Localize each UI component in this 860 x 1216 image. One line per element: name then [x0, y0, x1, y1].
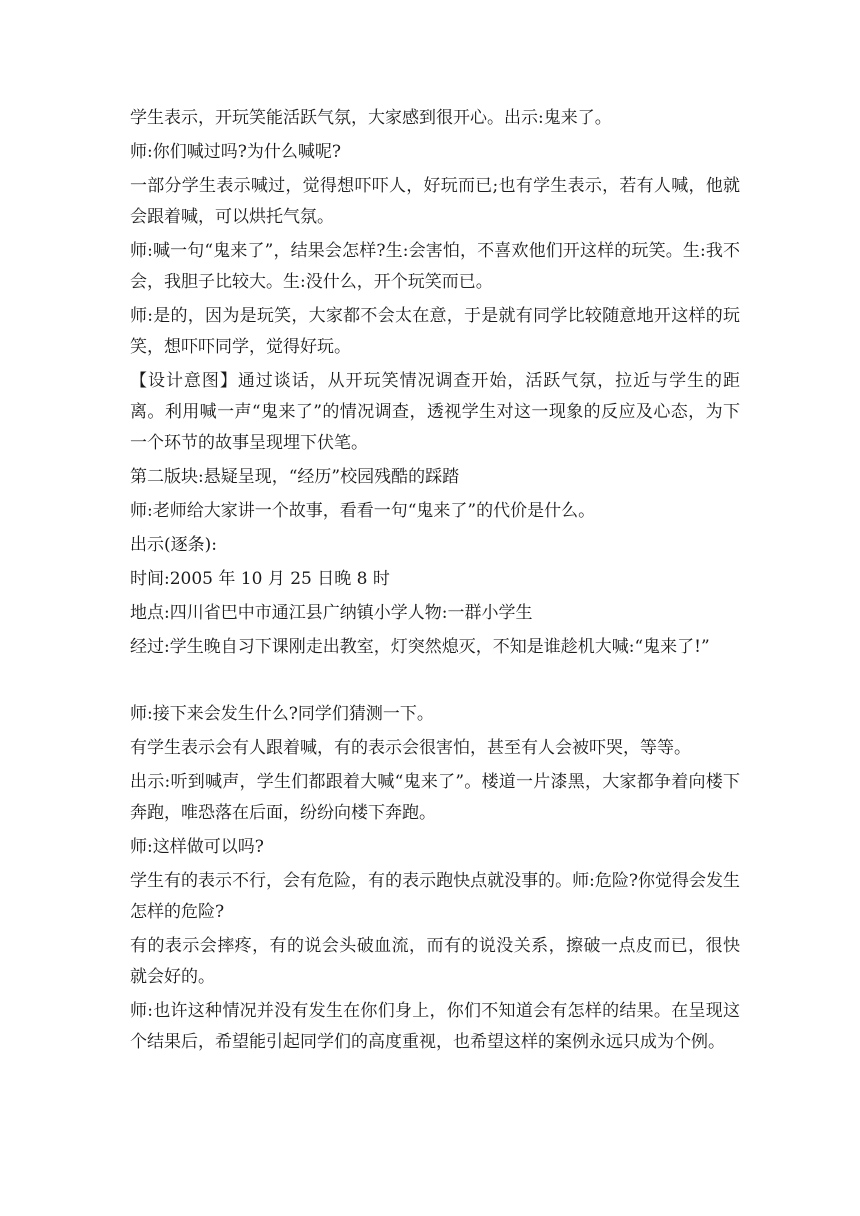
paragraph-17: 学生有的表示不行，会有危险，有的表示跑快点就没事的。师:危险?你觉得会发生怎样的危险?: [130, 871, 740, 922]
design-intent-paragraph: 【设计意图】通过谈话，从开玩笑情况调查开始，活跃气氛，拉近与学生的距离。利用喊一声“鬼来了”的情况调查，透视学生对这一现象的反应及心态，为下一个环节的故事呈现埋下伏笔。: [130, 371, 740, 453]
paragraph-4: 师:喊一句“鬼来了”，结果会怎样?生:会害怕，不喜欢他们开这样的玩笑。生:我不会，我胆子比较大。生:没什么，开个玩笑而已。: [130, 241, 740, 292]
time-line: 时间:2005 年 10 月 25 日晚 8 时: [130, 569, 390, 589]
paragraph-9: 出示(逐条):: [130, 535, 217, 555]
paragraph-3: 一部分学生表示喊过，觉得想吓吓人，好玩而已;也有学生表示，若有人喊，他就会跟着喊，可以烘托气氛。: [130, 176, 740, 227]
section-heading: 第二版块:悬疑呈现，“经历”校园残酷的踩踏: [130, 467, 460, 487]
paragraph-15: 出示:听到喊声，学生们都跟着大喊“鬼来了”。楼道一片漆黑，大家都争着向楼下奔跑，唯恐落在后面，纷纷向楼下奔跑。: [130, 772, 740, 823]
paragraph-1: 学生表示，开玩笑能活跃气氛，大家感到很开心。出示:鬼来了。: [130, 108, 612, 128]
place-line: 地点:四川省巴中市通江县广纳镇小学人物:一群小学生: [130, 603, 533, 623]
paragraph-14: 有学生表示会有人跟着喊，有的表示会很害怕，甚至有人会被吓哭，等等。: [130, 738, 691, 758]
paragraph-8: 师:老师给大家讲一个故事，看看一句“鬼来了”的代价是什么。: [130, 501, 596, 521]
paragraph-19: 师:也许这种情况并没有发生在你们身上，你们不知道会有怎样的结果。在呈现这个结果后，希望能引起同学们的高度重视，也希望这样的案例永远只成为个例。: [130, 1001, 740, 1052]
paragraph-5: 师:是的，因为是玩笑，大家都不会太在意，于是就有同学比较随意地开这样的玩笑，想吓吓同学，觉得好玩。: [130, 306, 740, 357]
paragraph-18: 有的表示会摔疼，有的说会头破血流，而有的说没关系，擦破一点皮而已，很快就会好的。: [130, 936, 740, 987]
paragraph-13: 师:接下来会发生什么?同学们猜测一下。: [130, 704, 434, 724]
paragraph-2: 师:你们喊过吗?为什么喊呢?: [130, 142, 341, 162]
event-line: 经过:学生晚自习下课刚走出教室，灯突然熄灭，不知是谁趁机大喊:“鬼来了!”: [130, 637, 710, 657]
document-page: [130, 103, 740, 1061]
paragraph-16: 师:这样做可以吗?: [130, 837, 264, 857]
